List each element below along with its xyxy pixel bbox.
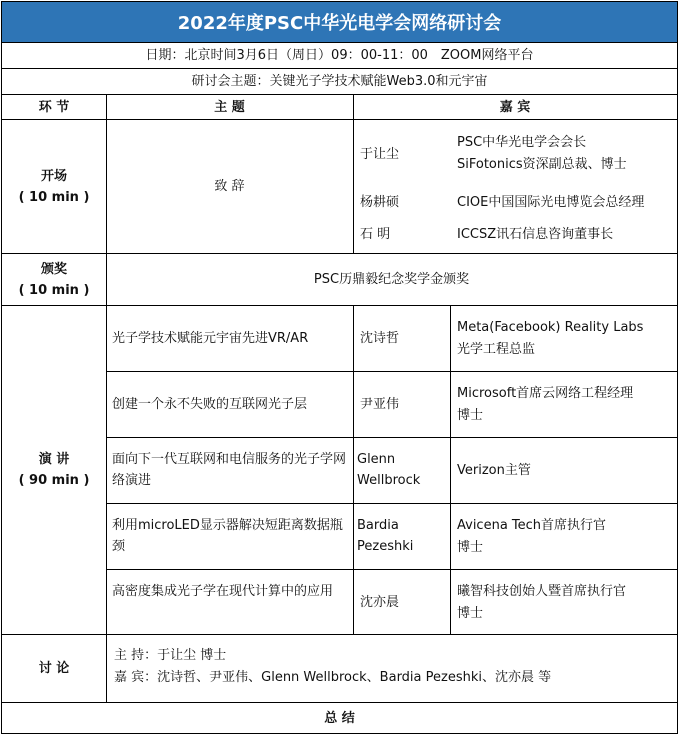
talk-topic: 光子学技术赋能元宇宙先进VR/AR <box>112 331 309 346</box>
header-row <box>2 95 677 120</box>
talk-topic: 利用microLED显示器解决短距离数据瓶颈 <box>112 518 343 554</box>
opening-guest-title: PSC中华光电学会会长 <box>457 135 587 150</box>
award-content: PSC历鼎毅纪念奖学金颁奖 <box>313 272 470 287</box>
talk-affiliation: Avicena Tech首席执行官 <box>457 518 607 533</box>
talk-affiliation: Microsoft首席云网络工程经理 <box>457 386 634 401</box>
summary-row <box>2 703 677 733</box>
title-bar <box>2 2 677 43</box>
talk-speaker: Bardia Pezeshki <box>357 518 414 554</box>
discussion-row <box>2 635 677 703</box>
talk-affiliation: 博士 <box>457 540 484 555</box>
talk-speaker: Glenn Wellbrock <box>357 452 421 488</box>
award-row <box>2 254 677 306</box>
talks-duration: ( 90 min ) <box>18 473 90 488</box>
opening-guest-title: CIOE中国国际光电博览会总经理 <box>457 195 645 210</box>
summary-label: 总 结 <box>324 710 355 726</box>
opening-duration: ( 10 min ) <box>18 189 90 205</box>
discussion-host: 主 持：于让尘 博士 <box>114 648 227 663</box>
talk-affiliation: Verizon主管 <box>457 463 531 478</box>
opening-segment <box>2 120 106 253</box>
agenda-table <box>1 1 678 734</box>
opening-segment-label: 开场 <box>40 168 67 184</box>
talk-speaker: 沈诗哲 <box>360 331 400 346</box>
talk-affiliation: 博士 <box>457 408 484 423</box>
award-segment-label: 颁奖 <box>40 261 67 277</box>
opening-guest-name: 于让尘 <box>360 147 400 162</box>
header-guests: 嘉 宾 <box>499 99 531 115</box>
opening-topic: 致 辞 <box>214 179 245 194</box>
discussion-segment: 讨 论 <box>38 661 70 676</box>
talk-affiliation: 曦智科技创始人暨首席执行官 <box>457 584 627 599</box>
opening-guest-title: ICCSZ讯石信息咨询董事长 <box>457 227 614 242</box>
talks-segment-label: 演 讲 <box>38 452 70 467</box>
date-row <box>2 43 677 69</box>
opening-guest-name: 杨耕硕 <box>360 195 400 210</box>
opening-guest-name: 石 明 <box>360 227 391 242</box>
award-segment <box>2 254 106 305</box>
talk-affiliation: 博士 <box>457 606 484 621</box>
award-duration: ( 10 min ) <box>18 282 90 298</box>
opening-guest-title: SiFotonics资深副总裁、博士 <box>457 157 627 172</box>
talk-speaker: 尹亚伟 <box>360 397 400 412</box>
talk-affiliation: Meta(Facebook) Reality Labs <box>457 320 644 335</box>
date-text: 日期：北京时间3月6日（周日）09：00-11：00 ZOOM网络平台 <box>145 48 534 63</box>
talk-topic: 面向下一代互联网和电信服务的光子学网络演进 <box>112 452 347 488</box>
talks-segment <box>2 306 106 634</box>
talk-speaker: 沈亦晨 <box>360 594 400 610</box>
talk-topic: 高密度集成光子学在现代计算中的应用 <box>112 584 334 599</box>
discussion-guests: 嘉 宾：沈诗哲、尹亚伟、Glenn Wellbrock、Bardia Pezeshki、沈亦晨 等 <box>114 670 552 685</box>
talk-topic: 创建一个永不失败的互联网光子层 <box>112 397 308 412</box>
talk-affiliation: 光学工程总监 <box>457 342 536 357</box>
header-segment: 环 节 <box>38 99 70 115</box>
theme-row <box>2 69 677 95</box>
page-title: 2022年度PSC中华光电学会网络研讨会 <box>177 13 502 34</box>
talks-row <box>2 306 677 635</box>
theme-text: 研讨会主题：关键光子学技术赋能Web3.0和元宇宙 <box>191 74 488 89</box>
header-topic: 主 题 <box>214 99 245 115</box>
opening-row <box>2 120 677 254</box>
